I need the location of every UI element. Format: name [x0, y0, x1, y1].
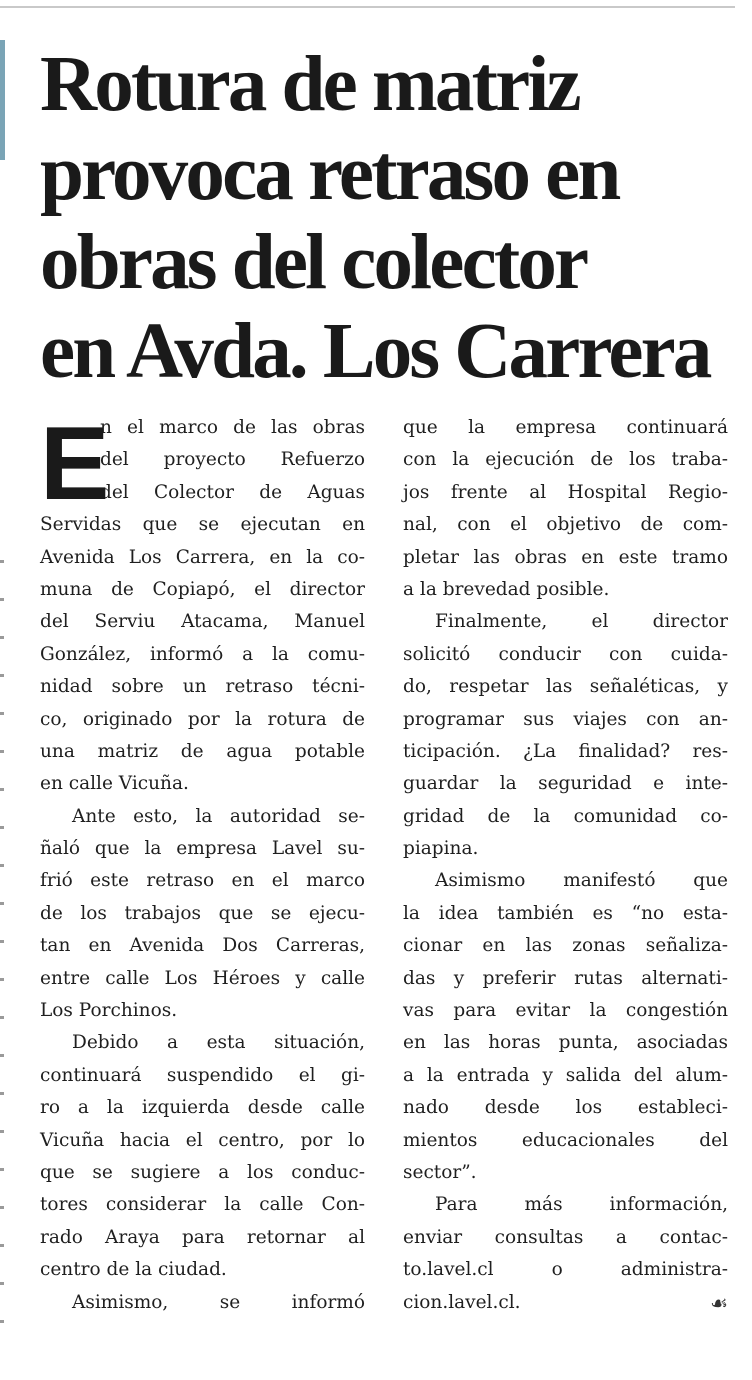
text-line: ñaló que la empresa Lavel su-	[40, 838, 365, 860]
text-line: del Serviu Atacama, Manuel	[40, 611, 365, 633]
adjacent-page-edge	[0, 40, 5, 160]
text-line: co, originado por la rotura de	[40, 708, 365, 730]
text-line: Ante esto, la autoridad se-	[72, 805, 365, 827]
headline-line: Rotura de matriz	[40, 41, 579, 128]
text-line: de los trabajos que se ejecu-	[40, 902, 365, 924]
headline-line: obras del colector	[40, 219, 587, 306]
text-line: vas para evitar la congestión	[403, 1000, 728, 1022]
text-line: to.lavel.cl o administra-	[403, 1259, 728, 1281]
text-line: ticipación. ¿La finalidad? res-	[403, 740, 728, 762]
text-line: Debido a esta situación,	[72, 1032, 365, 1054]
top-divider	[0, 6, 735, 8]
text-line: sector”.	[403, 1161, 477, 1183]
text-line: solicitó conducir con cuida-	[403, 643, 728, 665]
text-line: que se sugiere a los conduc-	[40, 1161, 365, 1183]
text-line: jos frente al Hospital Regio-	[403, 481, 728, 503]
text-line: mientos educacionales del	[403, 1129, 728, 1151]
text-line: rado Araya para retornar al	[40, 1226, 365, 1248]
text-line: muna de Copiapó, el director	[40, 578, 365, 600]
text-line: guardar la seguridad e inte-	[403, 773, 728, 795]
headline-line: en Avda. Los Carrera	[40, 308, 710, 395]
text-line: nidad sobre un retraso técni-	[40, 676, 365, 698]
text-line: Avenida Los Carrera, en la co-	[40, 546, 365, 568]
text-line: frió este retraso en el marco	[40, 870, 365, 892]
headline	[40, 40, 740, 396]
text-line: la idea también es “no esta-	[403, 902, 728, 924]
text-line: Vicuña hacia el centro, por lo	[40, 1129, 365, 1151]
end-of-article-icon: ☙	[710, 1290, 728, 1315]
text-line: a la brevedad posible.	[403, 578, 610, 600]
text-line: do, respetar las señaléticas, y	[403, 676, 728, 698]
text-line: en calle Vicuña.	[40, 773, 189, 795]
text-line: cionar en las zonas señaliza-	[403, 935, 728, 957]
text-line: continuará suspendido el gi-	[40, 1064, 365, 1086]
text-line: Asimismo, se informó	[72, 1291, 365, 1313]
text-line: Asimismo manifestó que	[435, 870, 728, 892]
text-line: Servidas que se ejecutan en	[40, 514, 365, 536]
text-line: González, informó a la comu-	[40, 643, 365, 665]
headline-line: provoca retraso en	[40, 130, 619, 217]
text-line: centro de la ciudad.	[40, 1259, 227, 1281]
text-line: Finalmente, el director	[435, 611, 728, 633]
text-line: entre calle Los Héroes y calle	[40, 967, 365, 989]
text-line: una matriz de agua potable	[40, 740, 365, 762]
text-line: cion.lavel.cl.	[403, 1291, 521, 1313]
text-line: con la ejecución de los traba-	[403, 449, 728, 471]
adjacent-column-edge	[0, 560, 4, 1340]
text-line: pletar las obras en este tramo	[403, 546, 728, 568]
text-line: nal, con el objetivo de com-	[403, 514, 728, 536]
right-column	[403, 412, 728, 1319]
text-line: piapina.	[403, 838, 479, 860]
text-line: tan en Avenida Dos Carreras,	[40, 935, 365, 957]
text-line: del proyecto Refuerzo	[100, 449, 365, 471]
article-body	[40, 406, 730, 1352]
text-line: enviar consultas a contac-	[403, 1226, 728, 1248]
text-line: Los Porchinos.	[40, 1000, 178, 1022]
text-line: das y preferir rutas alternati-	[403, 967, 728, 989]
text-line: tores considerar la calle Con-	[40, 1194, 365, 1216]
text-line: en las horas punta, asociadas	[403, 1032, 728, 1054]
text-line: Para más información,	[435, 1194, 728, 1216]
text-line: a la entrada y salida del alum-	[403, 1064, 728, 1086]
text-line: programar sus viajes con an-	[403, 708, 728, 730]
text-line: gridad de la comunidad co-	[403, 805, 728, 827]
text-line: que la empresa continuará	[403, 417, 728, 438]
text-line: ro a la izquierda desde calle	[40, 1097, 365, 1119]
text-line: n el marco de las obras	[100, 417, 365, 438]
drop-cap: E	[40, 406, 110, 522]
left-column	[40, 406, 365, 1319]
text-line: del Colector de Aguas	[100, 481, 365, 503]
text-line: nado desde los estableci-	[403, 1097, 728, 1119]
